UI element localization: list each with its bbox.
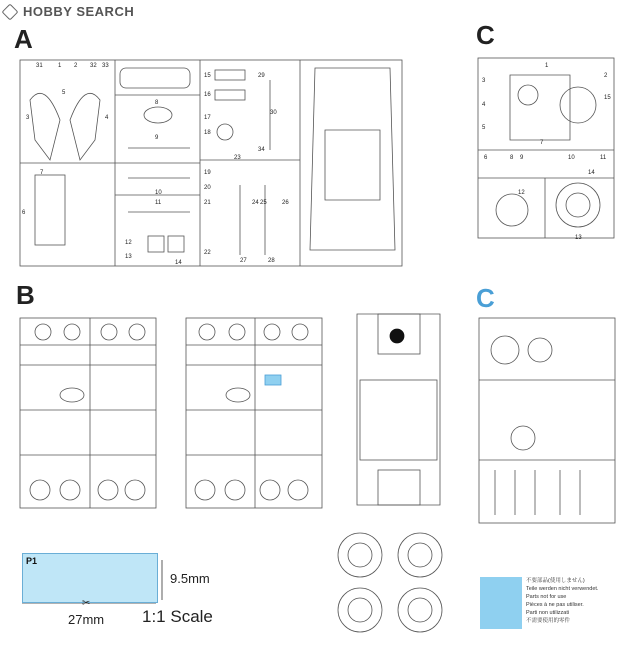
- decal-scale: 1:1 Scale: [142, 607, 213, 626]
- part-a-16: [215, 70, 245, 80]
- part-number-label: 27: [240, 258, 247, 264]
- scissors-icon: ✂: [82, 598, 91, 609]
- part-a-34-chassis: [310, 68, 395, 250]
- part-number-label: 10: [568, 155, 575, 161]
- part-number-label: 8: [155, 100, 159, 106]
- part-number-label: 5: [482, 125, 486, 131]
- part-number-label: 6: [484, 155, 488, 161]
- part-a-5-right: [70, 93, 100, 160]
- part-number-label: 11: [600, 155, 607, 161]
- sprue-b-1: [20, 318, 156, 508]
- part-number-label: 17: [204, 115, 211, 121]
- decal-label: P1: [26, 556, 38, 566]
- decal-height: 9.5mm: [170, 571, 210, 586]
- part-number-label: 6: [22, 210, 26, 216]
- part-b-highlight: [265, 375, 281, 385]
- chassis-hole: [390, 329, 404, 343]
- part-number-label: 24: [252, 200, 259, 206]
- sprue-c: [478, 58, 614, 238]
- legend-line: Pièces à ne pas utiliser.: [526, 602, 584, 608]
- legend: [526, 577, 598, 625]
- part-number-label: 1: [545, 63, 549, 69]
- part-number-label: 23: [234, 155, 241, 161]
- part-a-17: [215, 90, 245, 100]
- part-number-label: 14: [588, 170, 595, 176]
- part-a-19: [217, 124, 233, 140]
- section-a-title: A: [14, 24, 33, 54]
- part-number-label: 4: [482, 102, 486, 108]
- part-number-label: 29: [258, 73, 265, 79]
- part-number-label: 8: [510, 155, 514, 161]
- part-number-label: 30: [270, 110, 277, 116]
- part-c-1-opening: [518, 85, 538, 105]
- part-number-label: 25: [260, 200, 267, 206]
- part-a-34-floor: [325, 130, 380, 200]
- part-b-29-b: [60, 480, 80, 500]
- sprue-a: [20, 60, 402, 266]
- part-number-label: 15: [604, 95, 611, 101]
- part-c-13: [556, 183, 600, 227]
- part-number-label: 14: [175, 260, 182, 266]
- part-number-label: 20: [204, 185, 211, 191]
- part-a-canopy: [120, 68, 190, 88]
- legend-line: Parti non utilizzati: [526, 610, 570, 616]
- part-number-label: 12: [518, 190, 525, 196]
- part-number-label: 1: [58, 63, 62, 69]
- part-number-label: 19: [204, 170, 211, 176]
- part-number-label: 33: [102, 63, 109, 69]
- brand-name: HOBBY SEARCH: [23, 4, 135, 19]
- sprue-c-clear: [479, 318, 615, 523]
- legend-line: Teile werden nicht verwendet.: [526, 586, 599, 592]
- section-c-clear-title: C: [476, 283, 495, 313]
- part-number-label: 4: [105, 115, 109, 121]
- sprue-b-2: [186, 318, 322, 508]
- part-c-1: [510, 75, 570, 140]
- part-number-label: 31: [36, 63, 43, 69]
- part-number-label: 13: [575, 235, 582, 241]
- part-number-label: 22: [204, 250, 211, 256]
- part-b-29: [30, 480, 50, 500]
- legend-line: 不要部品(使用しません): [526, 578, 585, 584]
- decal-width: 27mm: [68, 612, 105, 627]
- part-number-label: 2: [74, 63, 78, 69]
- decal-sheet: [22, 553, 158, 603]
- part-a-5-left: [30, 93, 60, 160]
- part-number-label: 32: [90, 63, 97, 69]
- part-number-label: 3: [482, 78, 486, 84]
- part-number-label: 2: [604, 73, 608, 79]
- part-c-12: [496, 194, 528, 226]
- part-number-label: 12: [125, 240, 132, 246]
- part-number-label: 21: [204, 200, 211, 206]
- part-number-label: 9: [520, 155, 524, 161]
- legend-line: Parts not for use: [526, 594, 567, 600]
- section-b-title: B: [16, 280, 35, 310]
- part-c-15: [560, 87, 596, 123]
- part-c-13-inner: [566, 193, 590, 217]
- part-number-label: 16: [204, 92, 211, 98]
- part-number-label: 15: [204, 73, 211, 79]
- part-number-label: 28: [268, 258, 275, 264]
- part-number-label: 11: [155, 200, 162, 206]
- tires: [338, 533, 442, 632]
- part-number-label: 13: [125, 254, 132, 260]
- part-b-30-b: [125, 480, 145, 500]
- part-a-15-right: [168, 236, 184, 252]
- part-number-label: 18: [204, 130, 211, 136]
- part-b-30: [98, 480, 118, 500]
- section-c-title: C: [476, 20, 495, 50]
- legend-swatch: [480, 577, 522, 629]
- part-a-15-left: [148, 236, 164, 252]
- part-number-label: 26: [282, 200, 289, 206]
- part-number-label: 7: [540, 140, 544, 146]
- part-number-label: 5: [62, 90, 66, 96]
- part-number-label: 9: [155, 135, 159, 141]
- legend-line: 不需要使用的零件: [526, 618, 571, 624]
- part-number-label: 3: [26, 115, 30, 121]
- part-number-label: 34: [258, 147, 265, 153]
- part-number-label: 7: [40, 170, 44, 176]
- part-number-label: 10: [155, 190, 162, 196]
- part-a-8: [144, 107, 172, 123]
- part-a-7: [35, 175, 65, 245]
